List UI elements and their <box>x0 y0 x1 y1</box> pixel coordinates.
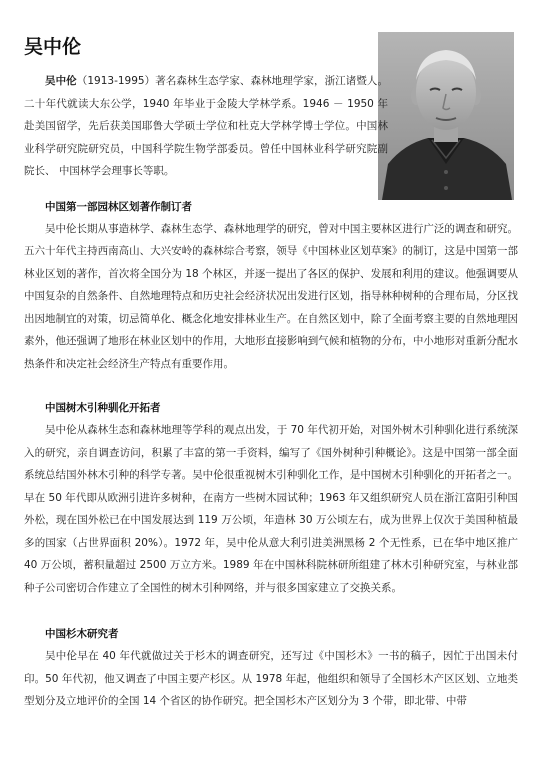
intro-paragraph <box>24 70 388 183</box>
document-body <box>24 34 518 713</box>
intro-name: 吴中伦 <box>45 75 77 87</box>
section-paragraph-1: 吴中伦长期从事造林学、森林生态学、森林地理学的研究，曾对中国主要林区进行广泛的调查和研究。五六十年代主持西南高山、大兴安岭的森林综合考察，领导《中国林业区划草案》的制订，这是中国第一部林业区划的著作，首次将全国分为 18 个林区，并逐一提出了各区的保护、发展和利用的建议。他强调要从中国复杂的自然条件、自然地理特点和历史社会经济状况出发进行区划，指导林种树种的合理布局，分区找出因地制宜的对策，切忌简单化、概念化地安排林业生产。在自然区划中，除了全面考察主要的自然地理因素外，他还强调了地形在林业区划中的作用，大地形直接影响到气候和植物的分布，中小地形对重新分配水热条件和决定社会经济生产特点有重要作用。 <box>24 222 518 370</box>
section-heading-3: 中国杉木研究者 <box>45 628 119 640</box>
section-heading-2: 中国树木引种驯化开拓者 <box>45 402 161 414</box>
section-paragraph-2: 吴中伦从森林生态和森林地理等学科的观点出发，于 70 年代初开始，对国外树木引种驯化进行系统深入的研究，亲自调查访问，积累了丰富的第一手资料，编写了《国外树种引种概论》。这是中国第一部全面系统总结国外林木引种的科学专著。吴中伦很重视树木引种驯化工作，是中国树木引种驯化的开拓者之一。早在 50 年代即从欧洲引进许多树种，在南方一些树木园试种；1963 年又组织研究人员在浙江富阳引种国外松，现在国外松已在中国发展达到 119 万公顷，年造林 30 万公顷左右，成为世界上仅次于美国种植最多的国家（占世界面积 20%）。1972 年，吴中伦从意大利引进美洲黑杨 2 个无性系，已在华中地区推广 40 万公顷，蓄积量超过 2500 万立方米。1989 年在中国林科院林研所组建了林木引种研究室，与林业部种子公司密切合作建立了全国性的树木引种网络，并与很多国家建立了交换关系。 <box>24 424 518 594</box>
section-paragraph-3: 吴中伦早在 40 年代就做过关于杉木的调查研究，还写过《中国杉木》一书的稿子，因忙于出国未付印。50 年代初，他又调查了中国主要产杉区。从 1978 年起，他组织和领导了全国杉木产区区划、立地类型划分及立地评价的全国 14 个省区的协作研究。把全国杉木产区划分为 3 个带，即北带、中带 <box>24 650 518 707</box>
intro-text: （1913-1995）著名森林生态学家、森林地理学家，浙江诸暨人。二十年代就读大东公学，1940 年毕业于金陵大学林学系。1946 － 1950 年赴美国留学，先后获美国耶鲁大学硕士学位和杜克大学林学博士学位。中国林业科学研究院研究员，中国科学院生物学部委员。曾任中国林业科学研究院副院长、 中国林学会理事长等职。 <box>24 75 389 177</box>
page-title: 吴中伦 <box>24 36 82 58</box>
section-heading-1: 中国第一部园林区划著作制订者 <box>45 200 192 213</box>
